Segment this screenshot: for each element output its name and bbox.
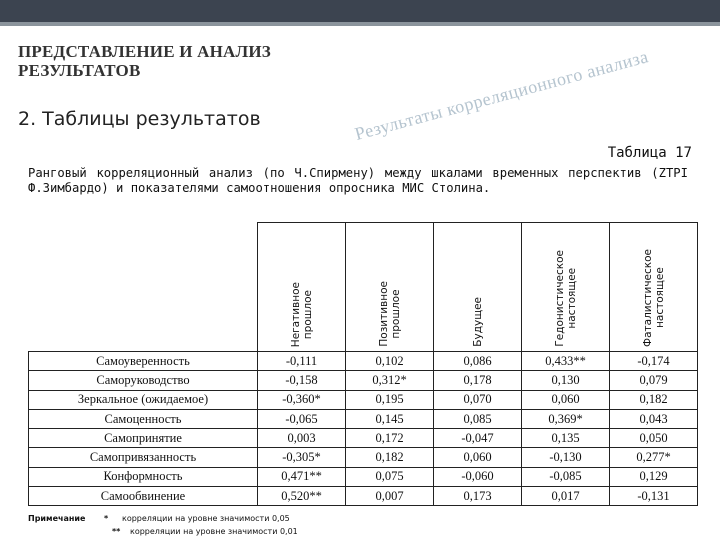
table-cell: 0,433** (522, 352, 610, 371)
table-cell: 0,471** (258, 467, 346, 486)
table-cell: 0,043 (610, 409, 698, 428)
footnote-label: Примечание (28, 514, 86, 523)
table-cell: 0,085 (434, 409, 522, 428)
slide-title (18, 42, 271, 80)
column-header (434, 223, 522, 352)
table-cell: 0,060 (434, 448, 522, 467)
table-cell: 0,003 (258, 429, 346, 448)
section-title: 2. Таблицы результатов (18, 108, 261, 130)
table-row (29, 409, 698, 428)
table-cell: -0,085 (522, 467, 610, 486)
table-cell: 0,086 (434, 352, 522, 371)
table-cell: 0,312* (346, 371, 434, 390)
results-table (28, 222, 698, 506)
table-cell: 0,172 (346, 429, 434, 448)
footnote-text: корреляции на уровне значимости 0,01 (130, 527, 298, 536)
row-label: Конформность (29, 467, 258, 486)
row-label: Самоуверенность (29, 352, 258, 371)
table-caption: Ранговый корреляционный анализ (по Ч.Спирмену) между шкалами временных перспектив (ZTPI Ф.Зимбардо) и показателями самоотношения опросника МИС Столина. (28, 166, 688, 195)
table-cell: 0,060 (522, 390, 610, 409)
row-label: Самообвинение (29, 487, 258, 506)
table-cell: 0,277* (610, 448, 698, 467)
table-cell: 0,135 (522, 429, 610, 448)
top-bar-stripe (0, 22, 720, 26)
footnote-mark: * (104, 514, 109, 523)
table-cell: -0,130 (522, 448, 610, 467)
table-cell: 0,145 (346, 409, 434, 428)
column-header (610, 223, 698, 352)
row-label: Самопривязанность (29, 448, 258, 467)
watermark-subtitle: Результаты корреляционного анализа (352, 46, 651, 145)
table-row (29, 352, 698, 371)
table-row (29, 371, 698, 390)
table-cell: 0,070 (434, 390, 522, 409)
column-header-label: Позитивное прошлое (377, 281, 402, 347)
slide-title-line-1: ПРЕДСТАВЛЕНИЕ И АНАЛИЗ (18, 42, 271, 61)
table-row (29, 448, 698, 467)
footnote-row (28, 512, 298, 525)
row-label: Зеркальное (ожидаемое) (29, 390, 258, 409)
table-cell: 0,182 (610, 390, 698, 409)
column-header (258, 223, 346, 352)
column-header-label: Гедонистическое настоящее (553, 250, 578, 347)
table-cell: 0,130 (522, 371, 610, 390)
table-cell: -0,360* (258, 390, 346, 409)
table-cell: 0,195 (346, 390, 434, 409)
table-row (29, 390, 698, 409)
table-number: Таблица 17 (607, 145, 692, 161)
table-cell: -0,047 (434, 429, 522, 448)
column-header-label: Негативное прошлое (289, 281, 314, 347)
table-cell: -0,131 (610, 487, 698, 506)
table-cell: -0,174 (610, 352, 698, 371)
table-cell: 0,050 (610, 429, 698, 448)
table-cell: -0,305* (258, 448, 346, 467)
table-footnote (28, 512, 298, 538)
table-row (29, 487, 698, 506)
column-header-label: Будущее (471, 297, 484, 347)
table-header-row (29, 223, 698, 352)
table-row (29, 429, 698, 448)
table-cell: 0,079 (610, 371, 698, 390)
top-bar (0, 0, 720, 22)
table-cell: 0,369* (522, 409, 610, 428)
row-label: Саморуководство (29, 371, 258, 390)
table-row (29, 467, 698, 486)
column-header (522, 223, 610, 352)
row-label: Самопринятие (29, 429, 258, 448)
table-cell: 0,129 (610, 467, 698, 486)
table-cell: 0,075 (346, 467, 434, 486)
table-cell: 0,520** (258, 487, 346, 506)
table-corner-cell (29, 223, 258, 352)
table-cell: -0,111 (258, 352, 346, 371)
table-cell: -0,060 (434, 467, 522, 486)
table-cell: -0,065 (258, 409, 346, 428)
table-cell: -0,158 (258, 371, 346, 390)
table-cell: 0,007 (346, 487, 434, 506)
column-header-label: Фаталистическое настоящее (641, 249, 666, 347)
row-label: Самоценность (29, 409, 258, 428)
slide-title-line-2: РЕЗУЛЬТАТОВ (18, 61, 141, 80)
footnote-text: корреляции на уровне значимости 0,05 (122, 514, 290, 523)
table-cell: 0,178 (434, 371, 522, 390)
footnote-row (28, 525, 298, 538)
table-cell: 0,017 (522, 487, 610, 506)
table-cell: 0,182 (346, 448, 434, 467)
footnote-mark: ** (112, 527, 121, 536)
table-cell: 0,173 (434, 487, 522, 506)
column-header (346, 223, 434, 352)
table-cell: 0,102 (346, 352, 434, 371)
